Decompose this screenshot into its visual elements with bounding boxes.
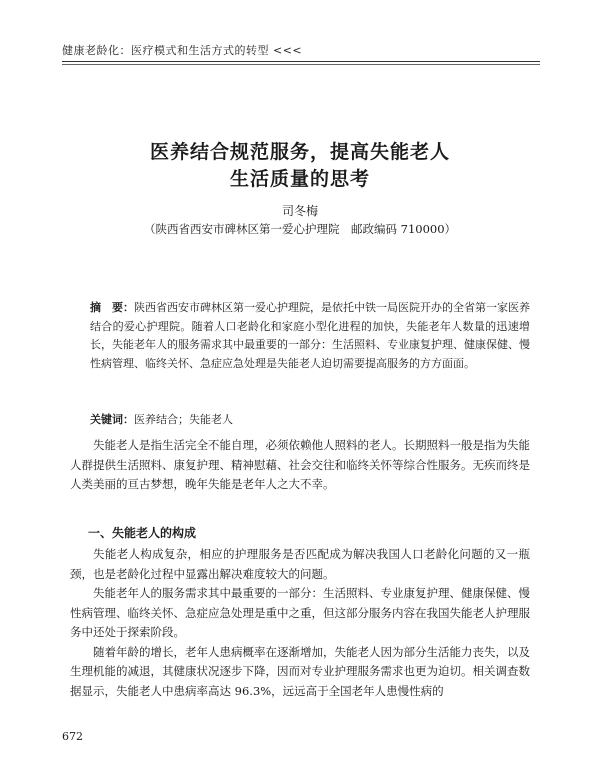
author: 司冬梅: [281, 204, 318, 218]
affiliation: （陕西省西安市碑林区第一爱心护理院 邮政编码 710000）: [143, 222, 457, 236]
header-rule: [62, 61, 540, 62]
page-number: 672: [62, 730, 83, 743]
body-paragraph: 随着年龄的增长，老年人患病概率在逐渐增加，失能老人因为部分生活能力丧失，以及生理机能的减退，其健康状况逐步下降，因而对专业护理服务需求也更为迫切。相关调查数据显示，失能老人中患病率高达 96.3%，远远高于全国老年人患慢性病的: [70, 644, 530, 698]
header-rule-thin: [62, 64, 540, 65]
keywords-text: 医养结合；失能老人: [134, 413, 233, 426]
section-body: [70, 545, 530, 701]
abstract-label: 摘 要：: [90, 301, 134, 314]
intro-paragraph: 失能老人是指生活完全不能自理，必须依赖他人照料的老人。长期照料一般是指为失能人群提供生活照料、康复护理、精神慰藉、社会交往和临终关怀等综合性服务。无疾而终是人类美丽的亘古梦想，晚年失能是老年人之大不幸。: [70, 438, 530, 491]
section-heading: 一、失能老人的构成: [88, 526, 197, 540]
abstract: [90, 299, 530, 373]
keywords-label: 关键词：: [90, 413, 134, 426]
article-title-line2: 生活质量的思考: [229, 168, 370, 190]
keywords: [90, 411, 233, 427]
article-title-line1: 医养结合规范服务，提高失能老人: [149, 141, 450, 163]
body-paragraph: 失能老人构成复杂，相应的护理服务是否匹配成为解决我国人口老龄化问题的又一瓶颈，也是老龄化过程中显露出解决难度较大的问题。: [70, 547, 530, 581]
running-header: 健康老龄化：医疗模式和生活方式的转型 <<<: [62, 44, 303, 57]
abstract-text: 陕西省西安市碑林区第一爱心护理院，是依托中铁一局医院开办的全省第一家医养结合的爱心护理院。随着人口老龄化和家庭小型化进程的加快，失能老年人数量的迅速增长，失能老年人的服务需求其中最重要的一部分：生活照料、专业康复护理、健康保健、慢性病管理、临终关怀、急症应急处理是失能老人迫切需要提高服务的方方面面。: [90, 301, 530, 370]
body-paragraph: 失能老年人的服务需求其中最重要的一部分：生活照料、专业康复护理、健康保健、慢性病管理、临终关怀、急症应急处理是重中之重，但这部分服务内容在我国失能老人护理服务中还处于探索阶段。: [70, 586, 530, 639]
